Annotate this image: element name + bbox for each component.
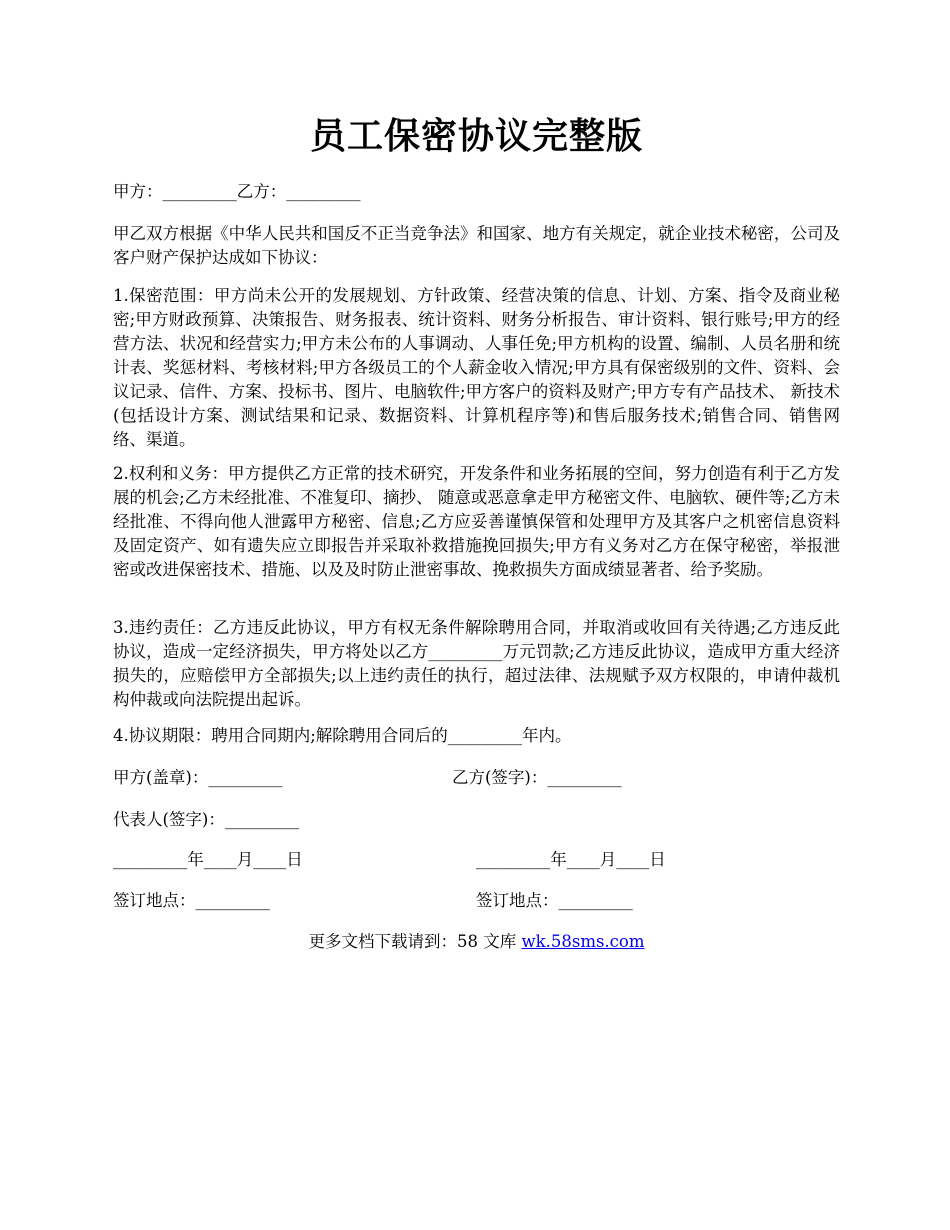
footer-link[interactable]: wk.58sms.com	[521, 932, 645, 951]
signing-place-a: 签订地点：_________	[113, 891, 270, 910]
party-b-sign-line: 乙方(签字)：_________	[452, 768, 622, 787]
document-title: 员工保密协议完整版	[309, 115, 643, 157]
intro-paragraph: 甲乙双方根据《中华人民共和国反不正当竞争法》和国家、地方有关规定，就企业技术秘密，公司及客户财产保护达成如下协议：	[113, 224, 840, 267]
date-line-a: _________年____月____日	[113, 850, 303, 869]
party-a-seal-line: 甲方(盖章)：_________	[113, 768, 283, 787]
clause-rights-obligations: 2.权利和义务：甲方提供乙方正常的技术研究，开发条件和业务拓展的空间，努力创造有利于乙方发展的机会;乙方未经批准、不准复印、摘抄、 随意或恶意拿走甲方秘密文件、电脑软、硬件等;乙方未经批准、不得向他人泄露甲方秘密、信息;乙方应妥善谨慎保管和处理甲方及其客户之机密信息资料及固定资产、如有遗失应立即报告并采取补救措施挽回损失;甲方有义务对乙方在保守秘密，举报泄密或改进保密技术、措施、以及及时防止泄密事故、挽救损失方面成绩显著者、给予奖励。	[113, 464, 840, 579]
clause-breach-liability: 3.违约责任：乙方违反此协议，甲方有权无条件解除聘用合同，并取消或收回有关待遇;乙方违反此协议，造成一定经济损失，甲方将处以乙方_________万元罚款;乙方违反此协议，造成甲方重大经济损失的，应赔偿甲方全部损失;以上违约责任的执行，超过法律、法规赋予双方权限的，申请仲裁机构仲裁或向法院提出起诉。	[113, 618, 840, 709]
parties-line: 甲方：_________乙方：_________	[113, 182, 361, 201]
footer-text: 更多文档下载请到：58 文库	[308, 932, 522, 951]
clause-agreement-term: 4.协议期限：聘用合同期内;解除聘用合同后的_________年内。	[113, 726, 572, 745]
signing-place-b: 签订地点：_________	[476, 891, 633, 910]
clause-confidentiality-scope: 1.保密范围：甲方尚未公开的发展规划、方针政策、经营决策的信息、计划、方案、指令及商业秘密;甲方财政预算、决策报告、财务报表、统计资料、财务分析报告、审计资料、银行账号;甲方的经营方法、状况和经营实力;甲方未公布的人事调动、人事任免;甲方机构的设置、编制、人员名册和统计表、奖惩材料、考核材料;甲方各级员工的个人薪金收入情况;甲方具有保密级别的文件、资料、会议记录、信件、方案、投标书、图片、电脑软件;甲方客户的资料及财产;甲方专有产品技术、 新技术(包括设计方案、测试结果和记录、数据资料、计算机程序等)和售后服务技术;销售合同、销售网络、渠道。	[113, 286, 840, 449]
footer	[113, 930, 840, 954]
representative-sign-line: 代表人(签字)：_________	[113, 810, 300, 829]
date-line-b: _________年____月____日	[476, 850, 666, 869]
